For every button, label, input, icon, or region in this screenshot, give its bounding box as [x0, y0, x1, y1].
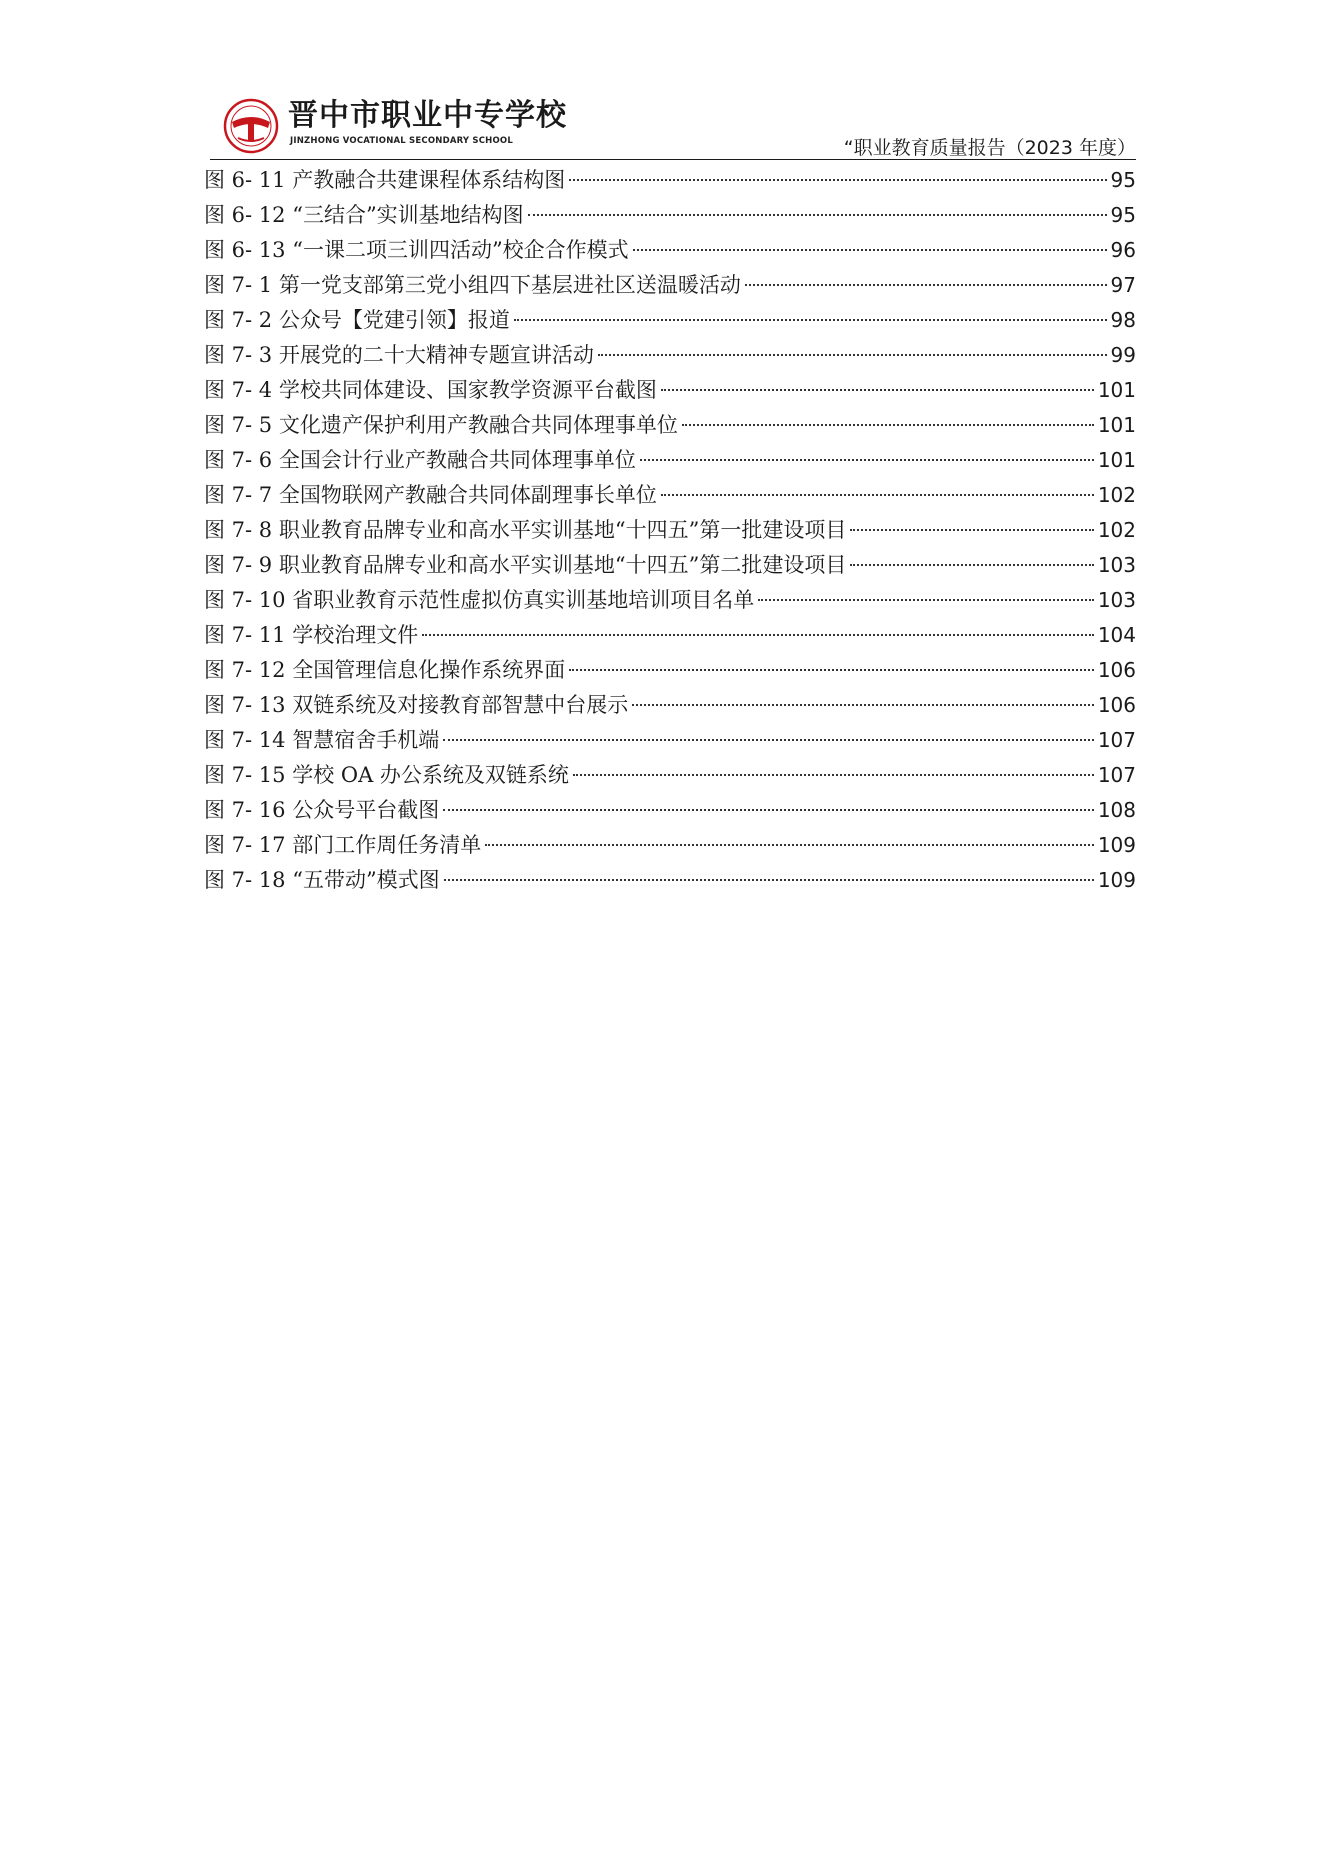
toc-entry-label: 图 7- 16 公众号平台截图 [204, 798, 440, 822]
toc-dot-leader [528, 214, 1107, 216]
toc-entry-page: 106 [1097, 658, 1136, 682]
toc-dot-leader [850, 529, 1094, 531]
toc-dot-leader [444, 879, 1094, 881]
toc-dot-leader [758, 599, 1094, 601]
toc-entry-label: 图 7- 18 “五带动”模式图 [204, 868, 440, 892]
toc-dot-leader [598, 354, 1107, 356]
toc-entry-page: 108 [1097, 798, 1136, 822]
toc-entry[interactable] [204, 268, 1136, 303]
toc-dot-leader [850, 564, 1094, 566]
toc-entry[interactable] [204, 688, 1136, 723]
toc-entry-page: 109 [1097, 833, 1136, 857]
toc-dot-leader [443, 809, 1094, 811]
toc-entry-page: 104 [1097, 623, 1136, 647]
toc-entry-label: 图 7- 15 学校 OA 办公系统及双链系统 [204, 763, 569, 787]
toc-entry-label: 图 7- 10 省职业教育示范性虚拟仿真实训基地培训项目名单 [204, 588, 755, 612]
toc-entry-label: 图 7- 8 职业教育品牌专业和高水平实训基地“十四五”第一批建设项目 [204, 518, 847, 542]
toc-entry-label: 图 7- 9 职业教育品牌专业和高水平实训基地“十四五”第二批建设项目 [204, 553, 847, 577]
toc-entry[interactable] [204, 408, 1136, 443]
toc-dot-leader [632, 704, 1094, 706]
toc-dot-leader [569, 179, 1106, 181]
toc-entry-page: 101 [1097, 448, 1136, 472]
toc-entry-label: 图 7- 13 双链系统及对接教育部智慧中台展示 [204, 693, 629, 717]
toc-entry-page: 107 [1097, 728, 1136, 752]
toc-entry[interactable] [204, 548, 1136, 583]
toc-entry-label: 图 7- 12 全国管理信息化操作系统界面 [204, 658, 566, 682]
toc-entry-label: 图 7- 6 全国会计行业产教融合共同体理事单位 [204, 448, 636, 472]
toc-entry[interactable] [204, 233, 1136, 268]
toc-entry-page: 97 [1110, 273, 1136, 297]
toc-dot-leader [569, 669, 1094, 671]
toc-entry-page: 95 [1110, 203, 1136, 227]
toc-entry[interactable] [204, 793, 1136, 828]
toc-entry-page: 106 [1097, 693, 1136, 717]
toc-entry-page: 98 [1110, 308, 1136, 332]
toc-dot-leader [661, 389, 1094, 391]
toc-dot-leader [485, 844, 1094, 846]
toc-entry[interactable] [204, 583, 1136, 618]
toc-dot-leader [745, 284, 1107, 286]
toc-entry[interactable] [204, 863, 1136, 898]
report-title: “职业教育质量报告（2023 年度） [843, 137, 1136, 159]
page-header [210, 96, 1136, 158]
toc-entry-label: 图 6- 11 产教融合共建课程体系结构图 [204, 168, 566, 192]
toc-entry-label: 图 7- 7 全国物联网产教融合共同体副理事长单位 [204, 483, 657, 507]
toc-entry[interactable] [204, 338, 1136, 373]
toc-entry-label: 图 7- 11 学校治理文件 [204, 623, 419, 647]
toc-entry-page: 95 [1110, 168, 1136, 192]
toc-entry-label: 图 6- 12 “三结合”实训基地结构图 [204, 203, 524, 227]
toc-entry-page: 103 [1097, 588, 1136, 612]
toc-dot-leader [682, 424, 1094, 426]
toc-entry[interactable] [204, 373, 1136, 408]
toc-entry[interactable] [204, 723, 1136, 758]
toc-entry-label: 图 7- 5 文化遗产保护利用产教融合共同体理事单位 [204, 413, 678, 437]
toc-entry-label: 图 6- 13 “一课二项三训四活动”校企合作模式 [204, 238, 629, 262]
school-name: 晋中市职业中专学校 [288, 98, 567, 133]
toc-entry-label: 图 7- 2 公众号【党建引领】报道 [204, 308, 510, 332]
toc-entry-page: 101 [1097, 378, 1136, 402]
toc-dot-leader [633, 249, 1107, 251]
toc-entry-page: 102 [1097, 483, 1136, 507]
toc-entry-label: 图 7- 3 开展党的二十大精神专题宣讲活动 [204, 343, 594, 367]
school-name-en: JINZHONG VOCATIONAL SECONDARY SCHOOL [290, 136, 513, 146]
toc-entry-page: 96 [1110, 238, 1136, 262]
toc-entry-page: 107 [1097, 763, 1136, 787]
toc-entry[interactable] [204, 513, 1136, 548]
toc-entry[interactable] [204, 163, 1136, 198]
toc-entry[interactable] [204, 198, 1136, 233]
toc-entry[interactable] [204, 828, 1136, 863]
toc-entry-label: 图 7- 14 智慧宿舍手机端 [204, 728, 440, 752]
toc-dot-leader [514, 319, 1107, 321]
toc-entry-page: 99 [1110, 343, 1136, 367]
toc-dot-leader [573, 774, 1094, 776]
toc-entry-page: 103 [1097, 553, 1136, 577]
header-divider [210, 159, 1136, 160]
toc-entry[interactable] [204, 618, 1136, 653]
toc-entry[interactable] [204, 303, 1136, 338]
toc-dot-leader [443, 739, 1094, 741]
toc-entry-label: 图 7- 17 部门工作周任务清单 [204, 833, 482, 857]
toc-entry[interactable] [204, 478, 1136, 513]
toc-entry[interactable] [204, 758, 1136, 793]
toc-entry-label: 图 7- 1 第一党支部第三党小组四下基层进社区送温暖活动 [204, 273, 741, 297]
toc-entry-label: 图 7- 4 学校共同体建设、国家教学资源平台截图 [204, 378, 657, 402]
toc-entry-page: 101 [1097, 413, 1136, 437]
toc-entry[interactable] [204, 653, 1136, 688]
school-emblem-icon [222, 98, 280, 154]
toc-entry-page: 102 [1097, 518, 1136, 542]
toc-dot-leader [640, 459, 1094, 461]
toc-entry[interactable] [204, 443, 1136, 478]
toc-entry-page: 109 [1097, 868, 1136, 892]
toc-dot-leader [422, 634, 1094, 636]
toc-dot-leader [661, 494, 1094, 496]
figure-list [204, 163, 1136, 898]
